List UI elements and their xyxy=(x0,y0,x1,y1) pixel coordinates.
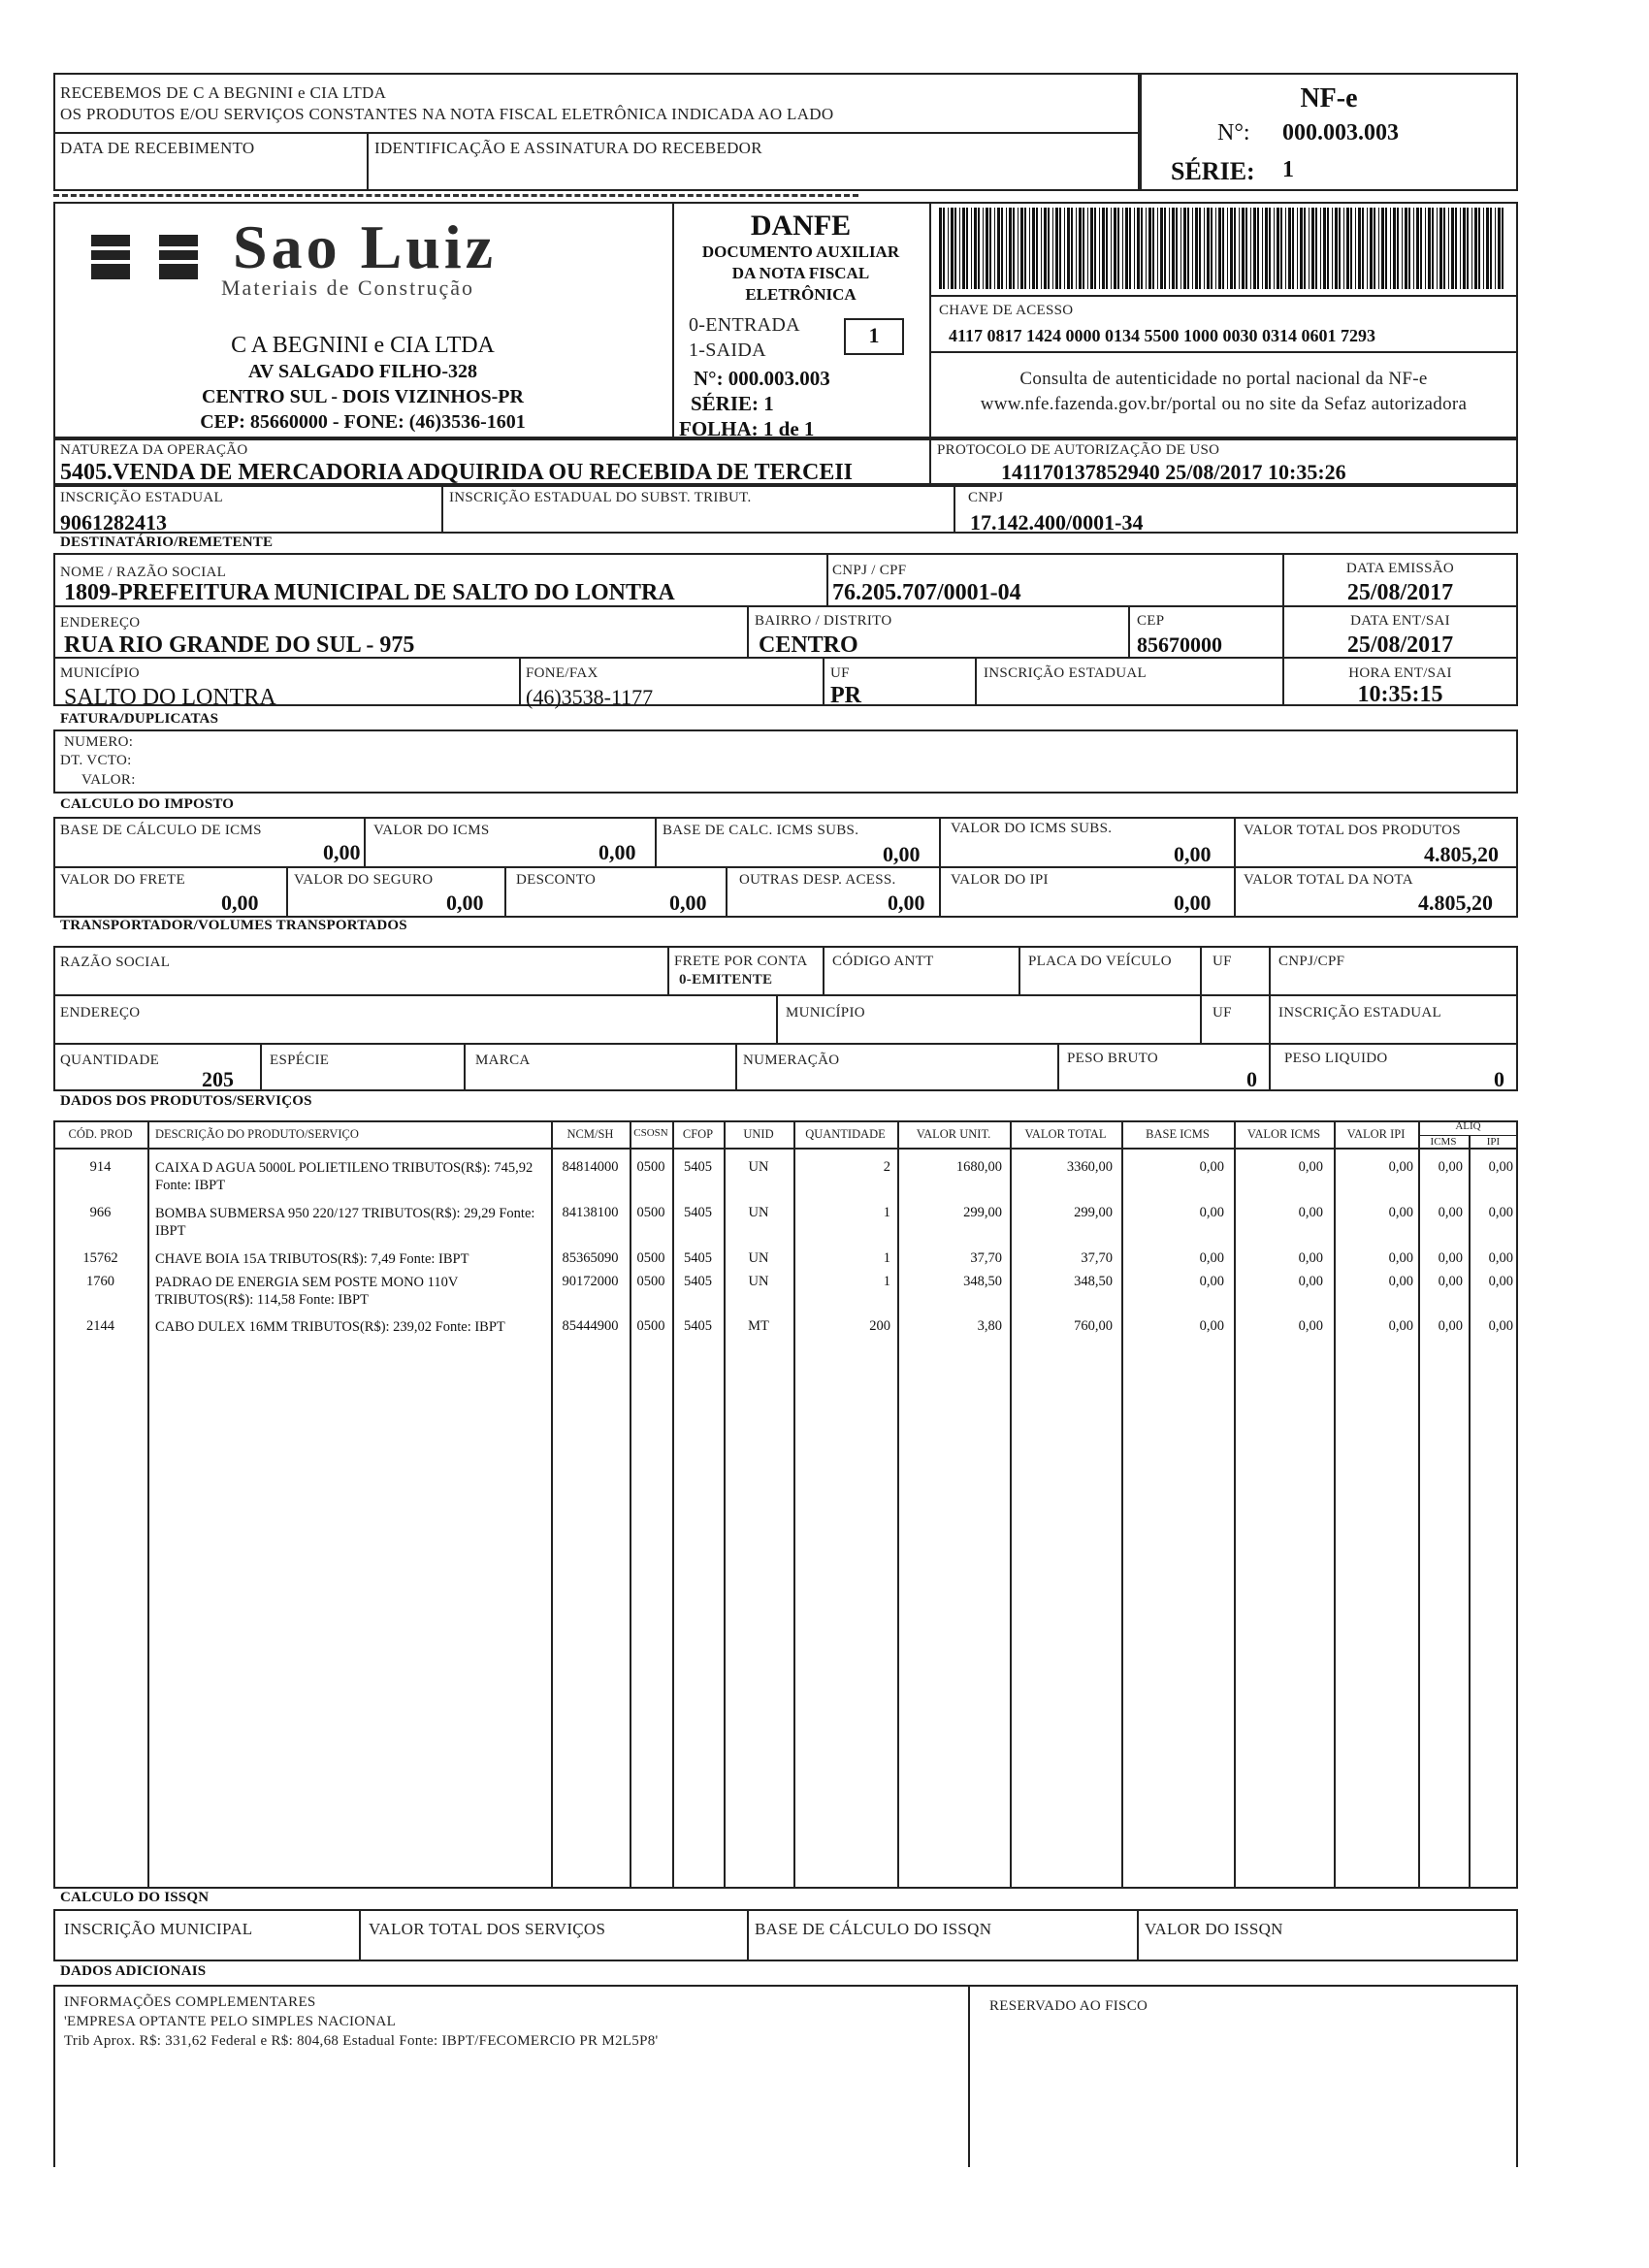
row-base: 0,00 xyxy=(1199,1205,1224,1220)
desconto: 0,00 xyxy=(669,891,707,915)
valor-icms-label: VALOR DO ICMS xyxy=(373,823,490,838)
row-aipi: 0,00 xyxy=(1488,1318,1513,1334)
row-desc: CAIXA D AGUA 5000L POLIETILENO TRIBUTOS(R$): 745,92 Fonte: IBPT xyxy=(155,1160,534,1193)
transp-bruto-label: PESO BRUTO xyxy=(1067,1051,1158,1066)
info-line1: 'EMPRESA OPTANTE PELO SIMPLES NACIONAL xyxy=(64,2014,397,2029)
table-row: 1760 xyxy=(86,1274,114,1289)
ipi: 0,00 xyxy=(1174,891,1212,915)
issqn-section: CALCULO DO ISSQN xyxy=(60,1890,210,1905)
dest-emissao: 25/08/2017 xyxy=(1346,580,1454,605)
dest-uf-label: UF xyxy=(830,665,850,681)
row-aicms: 0,00 xyxy=(1438,1205,1463,1220)
logo xyxy=(87,212,572,312)
transp-frete: 0-EMITENTE xyxy=(679,972,773,988)
frete-label: VALOR DO FRETE xyxy=(60,872,185,888)
th-vipi: VALOR IPI xyxy=(1346,1127,1406,1141)
nfe-numero: 000.003.003 xyxy=(1282,120,1399,146)
row-desc: CABO DULEX 16MM TRIBUTOS(R$): 239,02 Fonte: IBPT xyxy=(155,1319,505,1335)
row-vipi: 0,00 xyxy=(1388,1205,1413,1220)
cut-line xyxy=(53,194,858,197)
row-vipi: 0,00 xyxy=(1388,1159,1413,1175)
transp-endereco-label: ENDEREÇO xyxy=(60,1005,141,1021)
nfe-serie-label: SÉRIE: xyxy=(1171,157,1255,185)
th-vtotal: VALOR TOTAL xyxy=(1024,1127,1107,1141)
dest-cnpj: 76.205.707/0001-04 xyxy=(832,580,1021,605)
total-nota-label: VALOR TOTAL DA NOTA xyxy=(1244,872,1413,888)
outras-label: OUTRAS DESP. ACESS. xyxy=(739,872,896,888)
adicionais-section: DADOS ADICIONAIS xyxy=(60,1963,207,1979)
danfe-folha: FOLHA: 1 de 1 xyxy=(679,417,815,440)
fatura-valor: VALOR: xyxy=(81,772,136,788)
transp-qtd-label: QUANTIDADE xyxy=(60,1053,160,1068)
consulta-2: www.nfe.fazenda.gov.br/portal ou no site da Sefaz autorizadora xyxy=(980,394,1468,414)
row-ncm: 84138100 xyxy=(562,1205,619,1220)
row-vunit: 3,80 xyxy=(977,1318,1002,1334)
row-vipi: 0,00 xyxy=(1388,1318,1413,1334)
row-aicms: 0,00 xyxy=(1438,1274,1463,1289)
row-vicms: 0,00 xyxy=(1298,1318,1323,1334)
base-icms-label: BASE DE CÁLCULO DE ICMS xyxy=(60,823,262,838)
table-row: 2144 xyxy=(86,1318,114,1334)
th-csosn: CSOSN xyxy=(633,1127,668,1139)
dest-municipio: SALTO DO LONTRA xyxy=(64,685,276,710)
canhoto-recebemos: RECEBEMOS DE C A BEGNINI e CIA LTDA xyxy=(60,83,387,102)
danfe-saida: 1-SAIDA xyxy=(689,340,766,361)
table-row: 15762 xyxy=(82,1250,118,1266)
row-cfop: 5405 xyxy=(684,1250,712,1266)
natureza-label: NATUREZA DA OPERAÇÃO xyxy=(60,442,248,458)
row-cfop: 5405 xyxy=(684,1159,712,1175)
row-desc: CHAVE BOIA 15A TRIBUTOS(R$): 7,49 Fonte: IBPT xyxy=(155,1251,469,1267)
row-aipi: 0,00 xyxy=(1488,1205,1513,1220)
th-aliq-ipi: IPI xyxy=(1486,1136,1501,1148)
row-vicms: 0,00 xyxy=(1298,1159,1323,1175)
ie-st-label: INSCRIÇÃO ESTADUAL DO SUBST. TRIBUT. xyxy=(449,490,752,505)
row-vipi: 0,00 xyxy=(1388,1250,1413,1266)
fisco-label: RESERVADO AO FISCO xyxy=(989,1998,1148,2014)
row-vicms: 0,00 xyxy=(1298,1205,1323,1220)
row-csosn: 0500 xyxy=(636,1250,665,1266)
row-cfop: 5405 xyxy=(684,1205,712,1220)
row-cfop: 5405 xyxy=(684,1274,712,1289)
row-unid: MT xyxy=(748,1318,769,1334)
transp-frete-label: FRETE POR CONTA xyxy=(674,954,808,969)
consulta-1: Consulta de autenticidade no portal nacional da NF-e xyxy=(1019,369,1428,389)
protocolo-label: PROTOCOLO DE AUTORIZAÇÃO DE USO xyxy=(937,442,1220,458)
fatura-numero: NUMERO: xyxy=(64,734,134,750)
row-qtd: 1 xyxy=(883,1274,890,1289)
logo-sub: Materiais de Construção xyxy=(221,275,475,300)
dest-cep-label: CEP xyxy=(1137,613,1165,629)
valor-st: 0,00 xyxy=(1174,842,1212,866)
danfe-entrada: 0-ENTRADA xyxy=(689,314,800,336)
transp-marca-label: MARCA xyxy=(475,1053,531,1068)
danfe-numero: N°: 000.003.003 xyxy=(694,367,830,390)
dest-municipio-label: MUNICÍPIO xyxy=(60,665,140,681)
row-csosn: 0500 xyxy=(636,1159,665,1175)
ipi-label: VALOR DO IPI xyxy=(951,872,1049,888)
issqn-im-label: INSCRIÇÃO MUNICIPAL xyxy=(64,1920,253,1938)
transp-placa-label: PLACA DO VEÍCULO xyxy=(1028,954,1172,969)
dest-bairro-label: BAIRRO / DISTRITO xyxy=(755,613,892,629)
cnpj: 17.142.400/0001-34 xyxy=(970,510,1144,535)
info-label: INFORMAÇÕES COMPLEMENTARES xyxy=(64,1994,316,2010)
row-qtd: 1 xyxy=(883,1205,890,1220)
protocolo: 141170137852940 25/08/2017 10:35:26 xyxy=(1001,460,1346,484)
dest-entsai: 25/08/2017 xyxy=(1346,632,1454,658)
logo-mark-icon xyxy=(87,227,213,287)
row-ncm: 85365090 xyxy=(562,1250,619,1266)
danfe-sub2: DA NOTA FISCAL xyxy=(731,264,870,282)
row-ncm: 85444900 xyxy=(562,1318,619,1334)
transp-antt-label: CÓDIGO ANTT xyxy=(832,954,934,969)
dest-bairro: CENTRO xyxy=(759,632,858,658)
frete: 0,00 xyxy=(221,891,259,915)
emitente-razao: C A BEGNINI e CIA LTDA xyxy=(231,333,495,358)
transp-uf2-label: UF xyxy=(1212,1005,1232,1021)
row-unid: UN xyxy=(748,1205,769,1220)
row-unid: UN xyxy=(748,1159,769,1175)
row-vtotal: 760,00 xyxy=(1074,1318,1113,1334)
dest-nome-label: NOME / RAZÃO SOCIAL xyxy=(60,565,227,580)
row-vipi: 0,00 xyxy=(1388,1274,1413,1289)
danfe-tipo: 1 xyxy=(868,323,880,347)
dest-fone: (46)3538-1177 xyxy=(526,685,654,709)
row-vunit: 299,00 xyxy=(963,1205,1002,1220)
row-unid: UN xyxy=(748,1274,769,1289)
transportador-section: TRANSPORTADOR/VOLUMES TRANSPORTADOS xyxy=(60,918,407,933)
ie: 9061282413 xyxy=(60,510,167,535)
ie-box xyxy=(53,485,1518,534)
row-base: 0,00 xyxy=(1199,1274,1224,1289)
transp-liquido-label: PESO LIQUIDO xyxy=(1284,1051,1388,1066)
row-qtd: 200 xyxy=(869,1318,890,1334)
produtos-section: DADOS DOS PRODUTOS/SERVIÇOS xyxy=(60,1093,312,1109)
transp-municipio-label: MUNICÍPIO xyxy=(786,1005,865,1021)
th-aliq: ALIQ xyxy=(1455,1120,1481,1132)
th-cfop: CFOP xyxy=(682,1127,714,1141)
emitente-endereco: AV SALGADO FILHO-328 xyxy=(248,361,477,382)
barcode xyxy=(937,208,1509,289)
dest-cnpj-label: CNPJ / CPF xyxy=(832,563,907,578)
outras: 0,00 xyxy=(888,891,925,915)
transp-ie-label: INSCRIÇÃO ESTADUAL xyxy=(1278,1005,1441,1021)
row-desc: PADRAO DE ENERGIA SEM POSTE MONO 110V TRIBUTOS(R$): 114,58 Fonte: IBPT xyxy=(155,1275,459,1308)
th-cod: CÓD. PROD xyxy=(68,1127,133,1141)
canhoto-produtos: OS PRODUTOS E/OU SERVIÇOS CONSTANTES NA NOTA FISCAL ELETRÔNICA INDICADA AO LADO xyxy=(60,105,834,123)
transp-razao-label: RAZÃO SOCIAL xyxy=(60,955,171,970)
transp-bruto: 0 xyxy=(1246,1067,1257,1091)
th-unid: UNID xyxy=(743,1127,774,1141)
row-aicms: 0,00 xyxy=(1438,1250,1463,1266)
transp-qtd: 205 xyxy=(202,1067,234,1091)
row-vicms: 0,00 xyxy=(1298,1250,1323,1266)
row-ncm: 84814000 xyxy=(562,1159,619,1175)
seguro: 0,00 xyxy=(446,891,484,915)
row-vtotal: 37,70 xyxy=(1081,1250,1113,1266)
row-csosn: 0500 xyxy=(636,1274,665,1289)
fatura-box xyxy=(53,729,1518,794)
nfe-serie: 1 xyxy=(1282,157,1294,182)
th-qtd: QUANTIDADE xyxy=(805,1127,886,1141)
chave-value: 4117 0817 1424 0000 0134 5500 1000 0030 0314 0601 7293 xyxy=(949,326,1376,345)
valor-icms: 0,00 xyxy=(598,840,636,864)
dest-hora: 10:35:15 xyxy=(1357,682,1443,707)
nfe-title: NF-e xyxy=(1300,83,1358,113)
total-nota: 4.805,20 xyxy=(1418,891,1493,915)
fatura-section: FATURA/DUPLICATAS xyxy=(60,711,219,727)
row-base: 0,00 xyxy=(1199,1159,1224,1175)
row-aicms: 0,00 xyxy=(1438,1159,1463,1175)
row-qtd: 1 xyxy=(883,1250,890,1266)
transp-liquido: 0 xyxy=(1494,1067,1504,1091)
desconto-label: DESCONTO xyxy=(516,872,597,888)
emitente-cep-fone: CEP: 85660000 - FONE: (46)3536-1601 xyxy=(200,411,526,433)
info-line2: Trib Aprox. R$: 331,62 Federal e R$: 804,68 Estadual Fonte: IBPT/FECOMERCIO PR M2L5P8' xyxy=(64,2033,659,2049)
th-desc: DESCRIÇÃO DO PRODUTO/SERVIÇO xyxy=(155,1127,359,1141)
dest-cep: 85670000 xyxy=(1137,632,1222,657)
dest-uf: PR xyxy=(830,683,861,708)
dest-endereco-label: ENDEREÇO xyxy=(60,615,141,631)
dest-hora-label: HORA ENT/SAI xyxy=(1348,665,1452,681)
base-st: 0,00 xyxy=(883,842,921,866)
row-vtotal: 348,50 xyxy=(1074,1274,1113,1289)
row-base: 0,00 xyxy=(1199,1250,1224,1266)
table-row: 914 xyxy=(89,1159,112,1175)
issqn-valor-label: VALOR DO ISSQN xyxy=(1145,1920,1283,1938)
row-base: 0,00 xyxy=(1199,1318,1224,1334)
valor-st-label: VALOR DO ICMS SUBS. xyxy=(951,821,1113,836)
logo-name: Sao Luiz xyxy=(233,212,498,281)
dest-nome: 1809-PREFEITURA MUNICIPAL DE SALTO DO LONTRA xyxy=(64,580,675,605)
row-unid: UN xyxy=(748,1250,769,1266)
danfe-serie: SÉRIE: 1 xyxy=(691,392,774,415)
imposto-section: CALCULO DO IMPOSTO xyxy=(60,796,235,812)
adicionais-box xyxy=(53,1985,1518,2167)
seguro-label: VALOR DO SEGURO xyxy=(294,872,434,888)
th-ncm: NCM/SH xyxy=(566,1127,614,1141)
chave-label: CHAVE DE ACESSO xyxy=(939,303,1074,318)
fatura-vcto: DT. VCTO: xyxy=(60,753,132,768)
total-prod: 4.805,20 xyxy=(1424,842,1499,866)
transp-especie-label: ESPÉCIE xyxy=(270,1053,330,1068)
cnpj-label: CNPJ xyxy=(968,490,1004,505)
row-aicms: 0,00 xyxy=(1438,1318,1463,1334)
destinatario-section: DESTINATÁRIO/REMETENTE xyxy=(60,535,274,550)
table-row: 966 xyxy=(89,1205,112,1220)
danfe-sub1: DOCUMENTO AUXILIAR xyxy=(701,243,900,261)
dest-emissao-label: DATA EMISSÃO xyxy=(1345,561,1455,576)
row-desc: BOMBA SUBMERSA 950 220/127 TRIBUTOS(R$): 29,29 Fonte: IBPT xyxy=(155,1206,535,1239)
base-icms: 0,00 xyxy=(323,840,361,864)
row-csosn: 0500 xyxy=(636,1205,665,1220)
row-ncm: 90172000 xyxy=(562,1274,619,1289)
transp-numeracao-label: NUMERAÇÃO xyxy=(743,1053,840,1068)
canhoto-ident-label: IDENTIFICAÇÃO E ASSINATURA DO RECEBEDOR xyxy=(374,139,762,157)
dest-endereco: RUA RIO GRANDE DO SUL - 975 xyxy=(64,632,415,658)
transp-cnpj-label: CNPJ/CPF xyxy=(1278,954,1345,969)
transp-uf-label: UF xyxy=(1212,954,1232,969)
total-prod-label: VALOR TOTAL DOS PRODUTOS xyxy=(1244,823,1461,838)
row-vicms: 0,00 xyxy=(1298,1274,1323,1289)
dest-ie-label: INSCRIÇÃO ESTADUAL xyxy=(984,665,1147,681)
row-vtotal: 3360,00 xyxy=(1066,1159,1113,1175)
row-vunit: 37,70 xyxy=(970,1250,1002,1266)
emitente-bairro: CENTRO SUL - DOIS VIZINHOS-PR xyxy=(202,386,524,407)
dest-fone-label: FONE/FAX xyxy=(526,665,598,681)
nfe-numero-label: N°: xyxy=(1217,120,1250,146)
row-aipi: 0,00 xyxy=(1488,1274,1513,1289)
canhoto-data-label: DATA DE RECEBIMENTO xyxy=(60,139,255,157)
natureza: 5405.VENDA DE MERCADORIA ADQUIRIDA OU RECEBIDA DE TERCEII xyxy=(60,460,854,485)
row-vunit: 1680,00 xyxy=(955,1159,1002,1175)
row-csosn: 0500 xyxy=(636,1318,665,1334)
row-vunit: 348,50 xyxy=(963,1274,1002,1289)
danfe-title: DANFE xyxy=(750,210,852,242)
danfe-sub3: ELETRÔNICA xyxy=(745,285,857,304)
th-base: BASE ICMS xyxy=(1146,1127,1210,1141)
issqn-base-label: BASE DE CÁLCULO DO ISSQN xyxy=(755,1920,992,1938)
th-vicms: VALOR ICMS xyxy=(1246,1127,1321,1141)
dest-entsai-label: DATA ENT/SAI xyxy=(1350,613,1450,629)
row-vtotal: 299,00 xyxy=(1074,1205,1113,1220)
th-aliq-icms: ICMS xyxy=(1430,1136,1457,1148)
row-aipi: 0,00 xyxy=(1488,1159,1513,1175)
base-st-label: BASE DE CALC. ICMS SUBS. xyxy=(663,823,859,838)
row-qtd: 2 xyxy=(883,1159,890,1175)
row-cfop: 5405 xyxy=(684,1318,712,1334)
row-aipi: 0,00 xyxy=(1488,1250,1513,1266)
issqn-vserv-label: VALOR TOTAL DOS SERVIÇOS xyxy=(369,1920,606,1938)
ie-label: INSCRIÇÃO ESTADUAL xyxy=(60,490,223,505)
th-vunit: VALOR UNIT. xyxy=(916,1127,991,1141)
